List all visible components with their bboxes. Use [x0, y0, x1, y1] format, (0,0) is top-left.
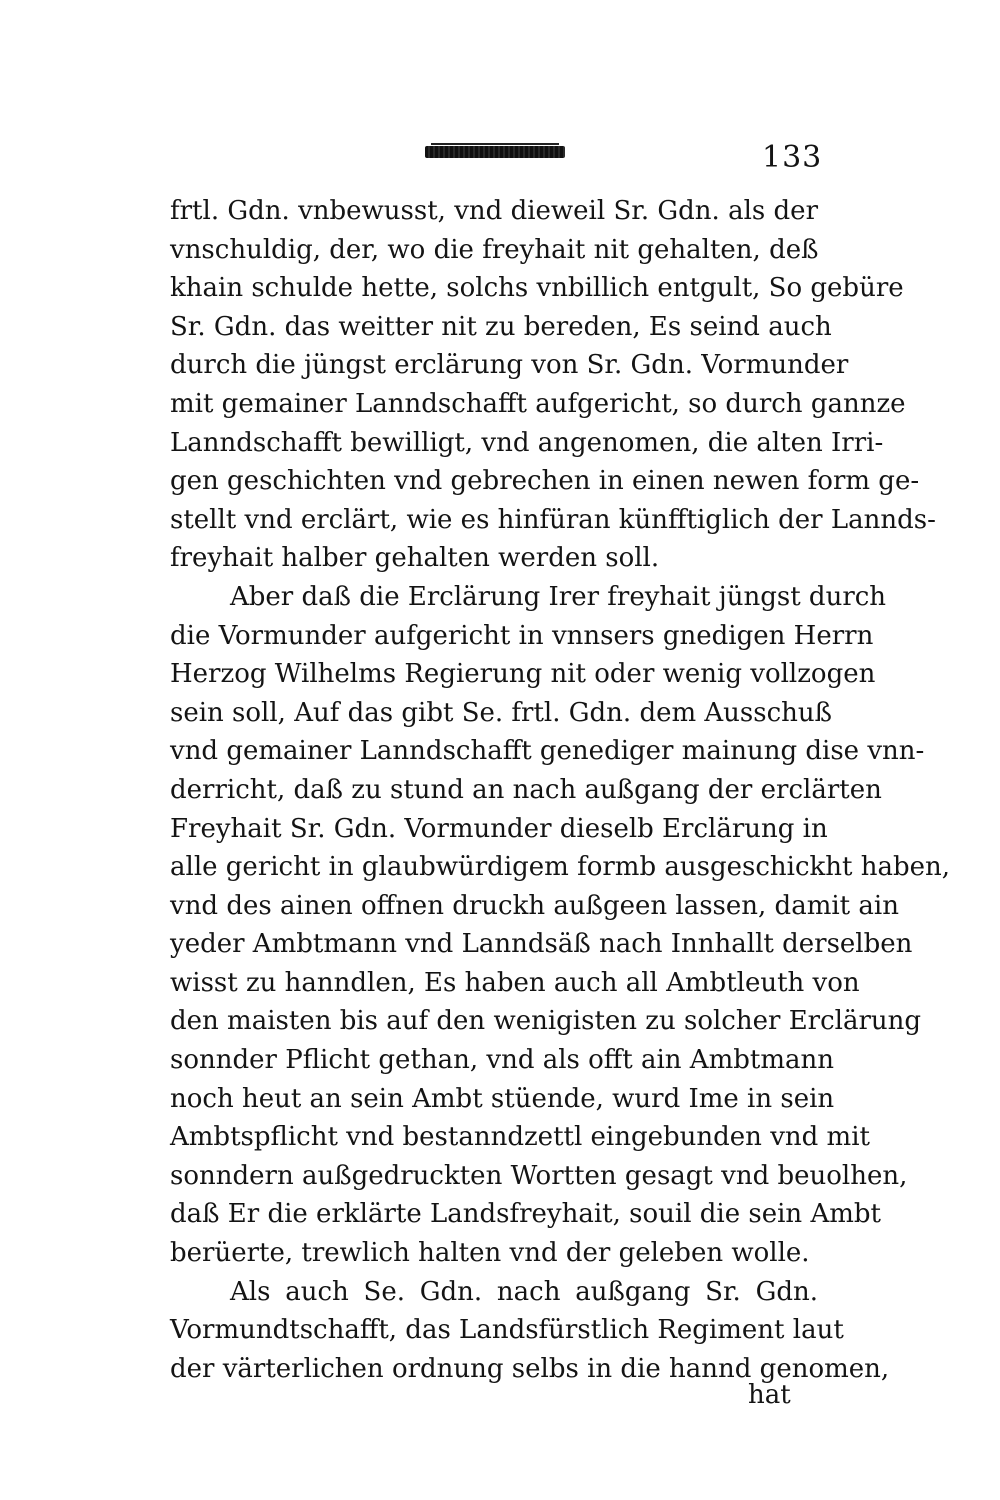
text-line: den maisten bis auf den wenigisten zu solcher Erclärung — [170, 1006, 922, 1037]
body-text — [170, 192, 950, 1388]
text-line: durch die jüngst erclärung von Sr. Gdn. Vormunder — [170, 350, 849, 381]
catchword: hat — [748, 1380, 791, 1410]
text-line: Herzog Wilhelms Regierung nit oder wenig vollzogen — [170, 659, 876, 690]
text-line: noch heut an sein Ambt stüende, wurd Ime in sein — [170, 1083, 835, 1114]
text-line: khain schulde hette, solchs vnbillich entgult, So gebüre — [170, 273, 904, 304]
text-line: vnd des ainen offnen druckh außgeen lassen, damit ain — [170, 890, 899, 921]
text-line: Aber daß die Erclärung Irer freyhait jüngst durch — [230, 581, 887, 612]
text-line: die Vormunder aufgericht in vnnsers gnedigen Herrn — [170, 620, 874, 651]
text-line: gen geschichten vnd gebrechen in einen newen form ge- — [170, 466, 920, 497]
text-line: freyhait halber gehalten werden soll. — [170, 543, 660, 574]
text-line: frtl. Gdn. vnbewusst, vnd dieweil Sr. Gdn. als der — [170, 196, 818, 226]
text-line: Lanndschafft bewilligt, vnd angenomen, die alten Irri- — [170, 427, 884, 458]
text-line: mit gemainer Lanndschafft aufgericht, so durch gannze — [170, 388, 906, 419]
text-line: stellt vnd erclärt, wie es hinfüran künfftiglich der Lannds- — [170, 504, 936, 535]
page-number: 133 — [762, 140, 823, 175]
text-line: Vormundtschafft, das Landsfürstlich Regiment laut — [170, 1315, 844, 1346]
text-line: yeder Ambtmann vnd Lanndsäß nach Innhallt derselben — [170, 929, 913, 960]
text-line: der värterlichen ordnung selbs in die hannd genomen, — [170, 1353, 890, 1384]
text-line: daß Er die erklärte Landsfreyhait, souil die sein Ambt — [170, 1199, 881, 1230]
text-line: sein soll, Auf das gibt Se. frtl. Gdn. dem Ausschuß — [170, 697, 833, 728]
text-line: vnd gemainer Lanndschafft genediger mainung dise vnn- — [170, 736, 925, 767]
text-line: Sr. Gdn. das weitter nit zu bereden, Es seind auch — [170, 311, 832, 342]
text-line: alle gericht in glaubwürdigem formb ausgeschickht haben, — [170, 852, 950, 883]
text-line: berüerte, trewlich halten vnd der geleben wolle. — [170, 1238, 810, 1269]
text-line: derricht, daß zu stund an nach außgang der erclärten — [170, 774, 882, 805]
header-ornament-rule — [425, 146, 565, 158]
text-line: Als auch Se. Gdn. nach außgang Sr. Gdn. — [230, 1276, 818, 1307]
text-line: Ambtspflicht vnd bestanndzettl eingebunden vnd mit — [170, 1122, 870, 1153]
text-line: wisst zu hanndlen, Es haben auch all Ambtleuth von — [170, 967, 860, 998]
text-line: sonnder Pflicht gethan, vnd als offt ain Ambtmann — [170, 1045, 834, 1076]
text-line: sonndern außgedruckten Wortten gesagt vnd beuolhen, — [170, 1160, 908, 1191]
text-line: Freyhait Sr. Gdn. Vormunder dieselb Erclärung in — [170, 813, 828, 844]
text-line: vnschuldig, der, wo die freyhait nit gehalten, deß — [170, 234, 819, 265]
